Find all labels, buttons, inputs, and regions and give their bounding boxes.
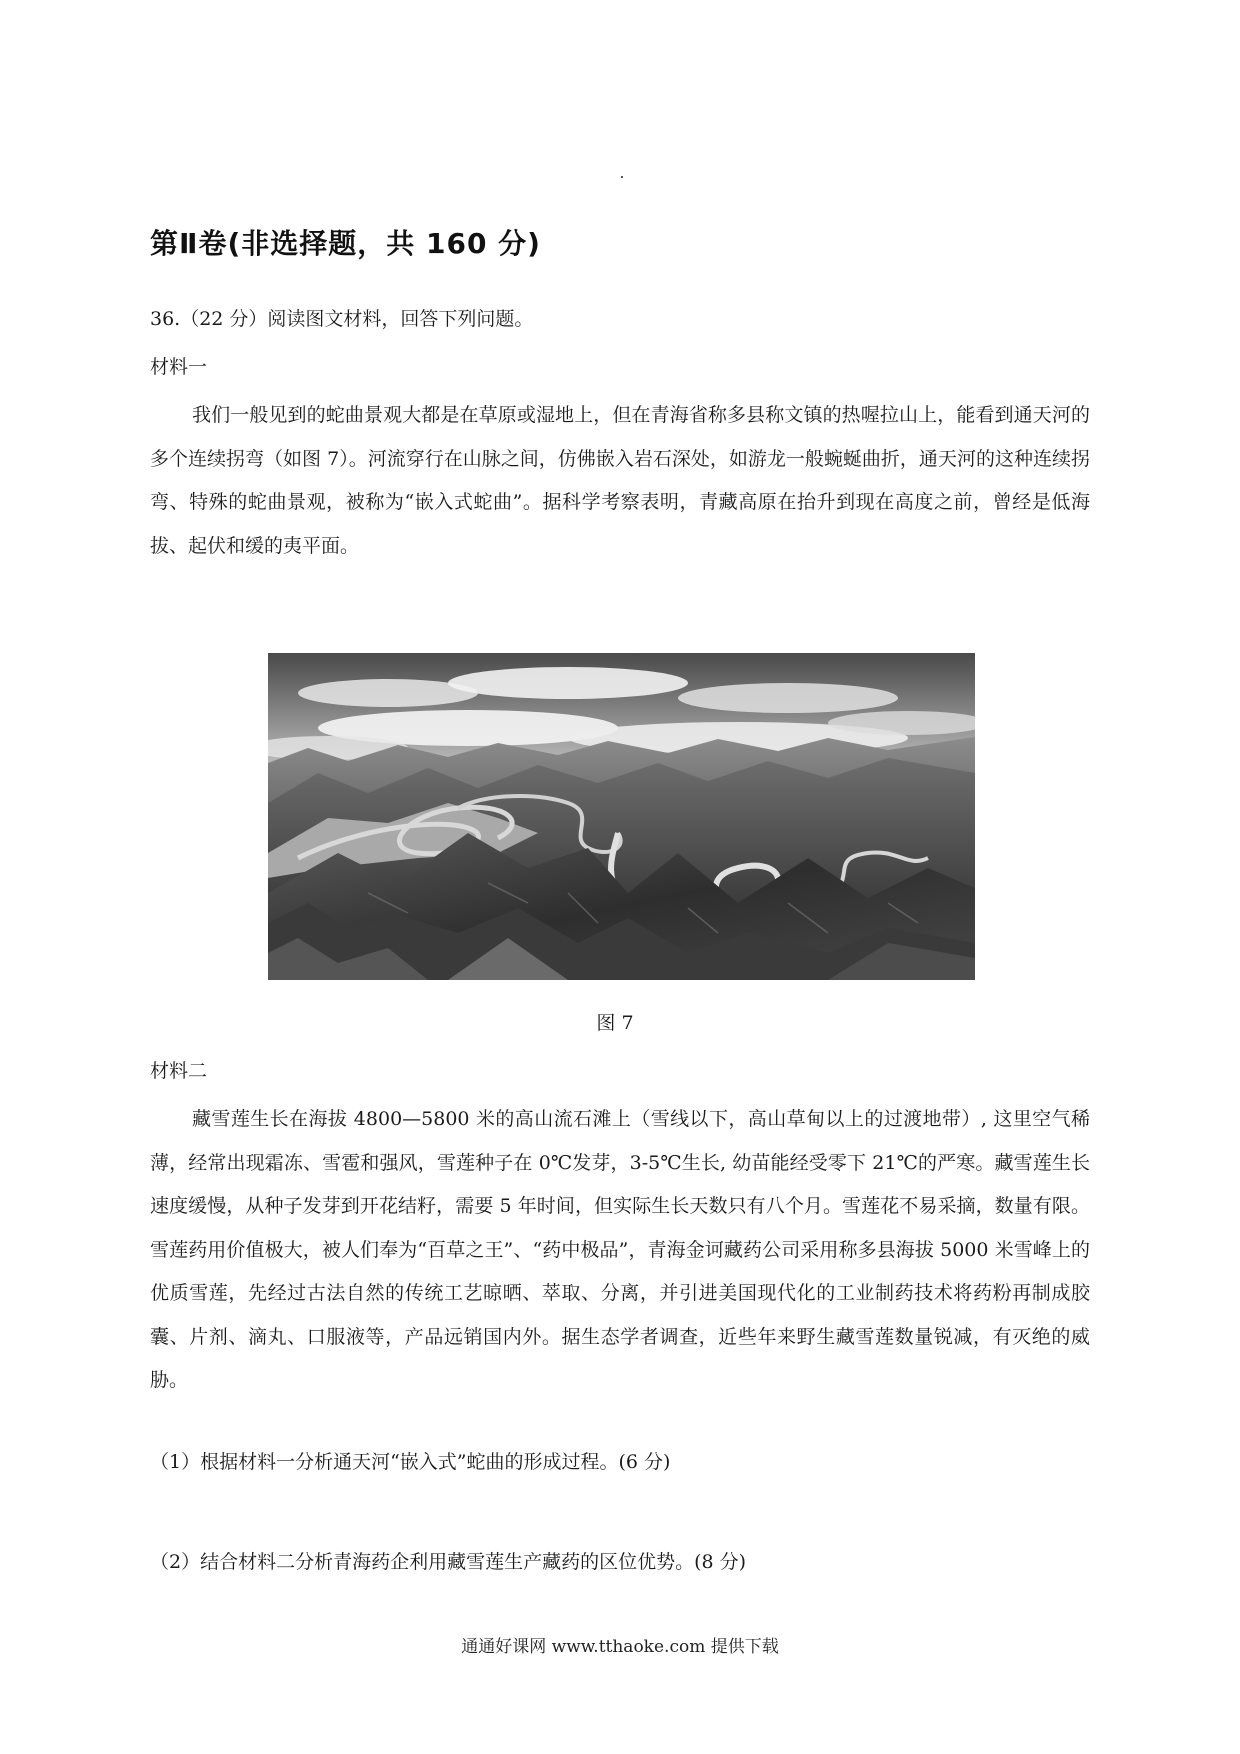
material1-text: 我们一般见到的蛇曲景观大都是在草原或湿地上，但在青海省称多县称文镇的热喔拉山上，能看到通天河的多个连续拐弯（如图 7）。河流穿行在山脉之间，仿佛嵌入岩石深处，如游龙一般蜿蜒曲折，通天河的这种连续拐弯、特殊的蛇曲景观，被称为“嵌入式蛇曲”。据科学考察表明，青藏高原在抬升到现在高度之前，曾经是低海拔、起伏和缓的夷平面。 (150, 404, 1090, 557)
section-title: 第Ⅱ卷(非选择题，共 160 分) (150, 227, 541, 260)
footer-watermark: 通通好课网 www.tthaoke.com 提供下载 (461, 1637, 779, 1657)
sub-question-1: （1）根据材料一分析通天河“嵌入式”蛇曲的形成过程。(6 分) (150, 1451, 671, 1473)
figure-photo (268, 653, 975, 980)
material2-text: 藏雪莲生长在海拔 4800—5800 米的高山流石滩上（雪线以下，高山草甸以上的过渡地带）, 这里空气稀薄，经常出现霜冻、雪雹和强风，雪莲种子在 0℃发芽，3-5℃生长, 幼苗能经受零下 21℃的严寒。藏雪莲生长速度缓慢，从种子发芽到开花结籽，需要 5 年时间，但实际生长天数只有八个月。雪莲花不易采摘，数量有限。雪莲药用价值极大，被人们奉为“百草之王”、“药中极品”，青海金诃藏药公司采用称多县海拔 5000 米雪峰上的优质雪莲，先经过古法自然的传统工艺晾晒、萃取、分离，并引进美国现代化的工业制药技术将药粉再制成胶囊、片剂、滴丸、口服液等，产品远销国内外。据生态学者调查，近些年来野生藏雪莲数量锐减，有灭绝的威胁。 (150, 1108, 1090, 1391)
material2-label: 材料二 (150, 1060, 208, 1082)
figure-caption: 图 7 (596, 1012, 634, 1034)
scan-dot (621, 176, 623, 178)
meandering-river-photo (268, 653, 975, 980)
material1-label: 材料一 (150, 356, 208, 378)
question-header: 36.（22 分）阅读图文材料，回答下列问题。 (150, 308, 534, 330)
sub-question-2: （2）结合材料二分析青海药企利用藏雪莲生产藏药的区位优势。(8 分) (150, 1551, 747, 1573)
